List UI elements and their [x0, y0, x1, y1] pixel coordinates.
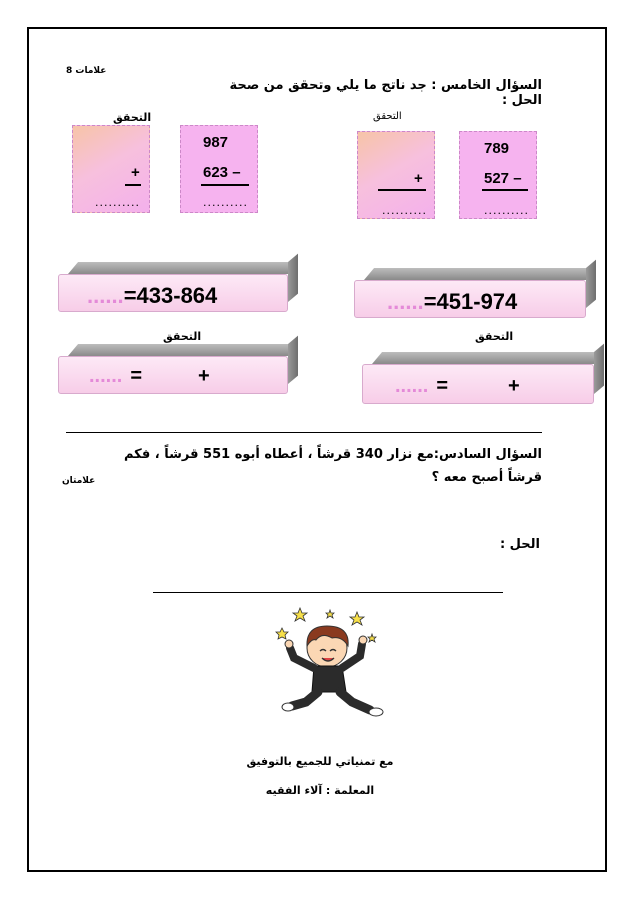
- right-check-line: [378, 189, 426, 191]
- star-icon: [326, 610, 334, 618]
- right-bottom-num: 527 –: [484, 170, 522, 187]
- star-icon: [293, 608, 307, 621]
- left-top-num: 987: [203, 134, 229, 151]
- left-subtraction-bar: [58, 262, 288, 312]
- q6-marks: علامتان: [62, 476, 96, 486]
- star-icon: [350, 612, 364, 625]
- left-bar-expr: =433-864: [123, 283, 218, 308]
- left-check-op: +: [131, 164, 140, 181]
- right-check-op: +: [414, 170, 423, 187]
- right-check-bar-equals: =: [436, 375, 449, 397]
- left-bar-check-label: التحقق: [163, 330, 202, 343]
- right-check-label: التحقق: [373, 111, 402, 122]
- left-bottom-num: 623 –: [203, 164, 241, 181]
- left-check-dots[interactable]: ..........: [95, 196, 140, 209]
- footer-wish: مع تمنياتي للجميع بالتوفيق: [246, 755, 394, 768]
- right-check-bar-dots[interactable]: ......: [395, 375, 429, 397]
- star-icon: [276, 628, 288, 639]
- right-subtraction-bar: [354, 268, 586, 318]
- left-check-bar-equals: =: [130, 365, 143, 387]
- left-bar-dots[interactable]: ......: [87, 283, 124, 308]
- right-check-dots[interactable]: ..........: [382, 204, 427, 217]
- right-check-card: [357, 131, 435, 219]
- right-top-num: 789: [484, 140, 510, 157]
- right-bar-dots[interactable]: ......: [387, 289, 424, 314]
- left-check-bar-dots[interactable]: ......: [89, 365, 123, 387]
- footer-teacher: المعلمة : آلاء الفقيه: [265, 784, 375, 797]
- solution-line[interactable]: [153, 592, 503, 593]
- happy-boy-illustration: [272, 606, 392, 721]
- left-answer-dots[interactable]: ..........: [203, 196, 248, 209]
- right-answer-dots[interactable]: ..........: [484, 204, 529, 217]
- left-check-line: [125, 184, 141, 186]
- left-problem-card: [180, 125, 258, 213]
- star-icon: [368, 634, 376, 642]
- left-check-label: التحقق: [113, 111, 152, 124]
- q6-solution-label: الحل :: [499, 537, 540, 552]
- right-check-bar-plus: +: [508, 375, 520, 397]
- right-problem-card: [459, 131, 537, 219]
- right-bar-expr: =451-974: [423, 289, 518, 314]
- right-problem-line: [482, 189, 528, 191]
- section-divider: [66, 432, 542, 433]
- right-check-bar: [362, 352, 594, 404]
- q5-marks: 8 علامات: [66, 66, 107, 76]
- q6-text: السؤال السادس:مع نزار 340 قرشاً ، أعطاه أبوه 551 قرشاً ، فكم قرشاً أصبح معه ؟: [123, 447, 542, 485]
- right-bar-check-label: التحقق: [475, 330, 514, 343]
- left-check-bar: [58, 344, 288, 394]
- left-check-card: [72, 125, 150, 213]
- left-problem-line: [201, 184, 249, 186]
- q5-title: السؤال الخامس : جد ناتج ما يلي وتحقق من صحة الحل :: [229, 78, 542, 108]
- left-check-bar-plus: +: [198, 365, 210, 387]
